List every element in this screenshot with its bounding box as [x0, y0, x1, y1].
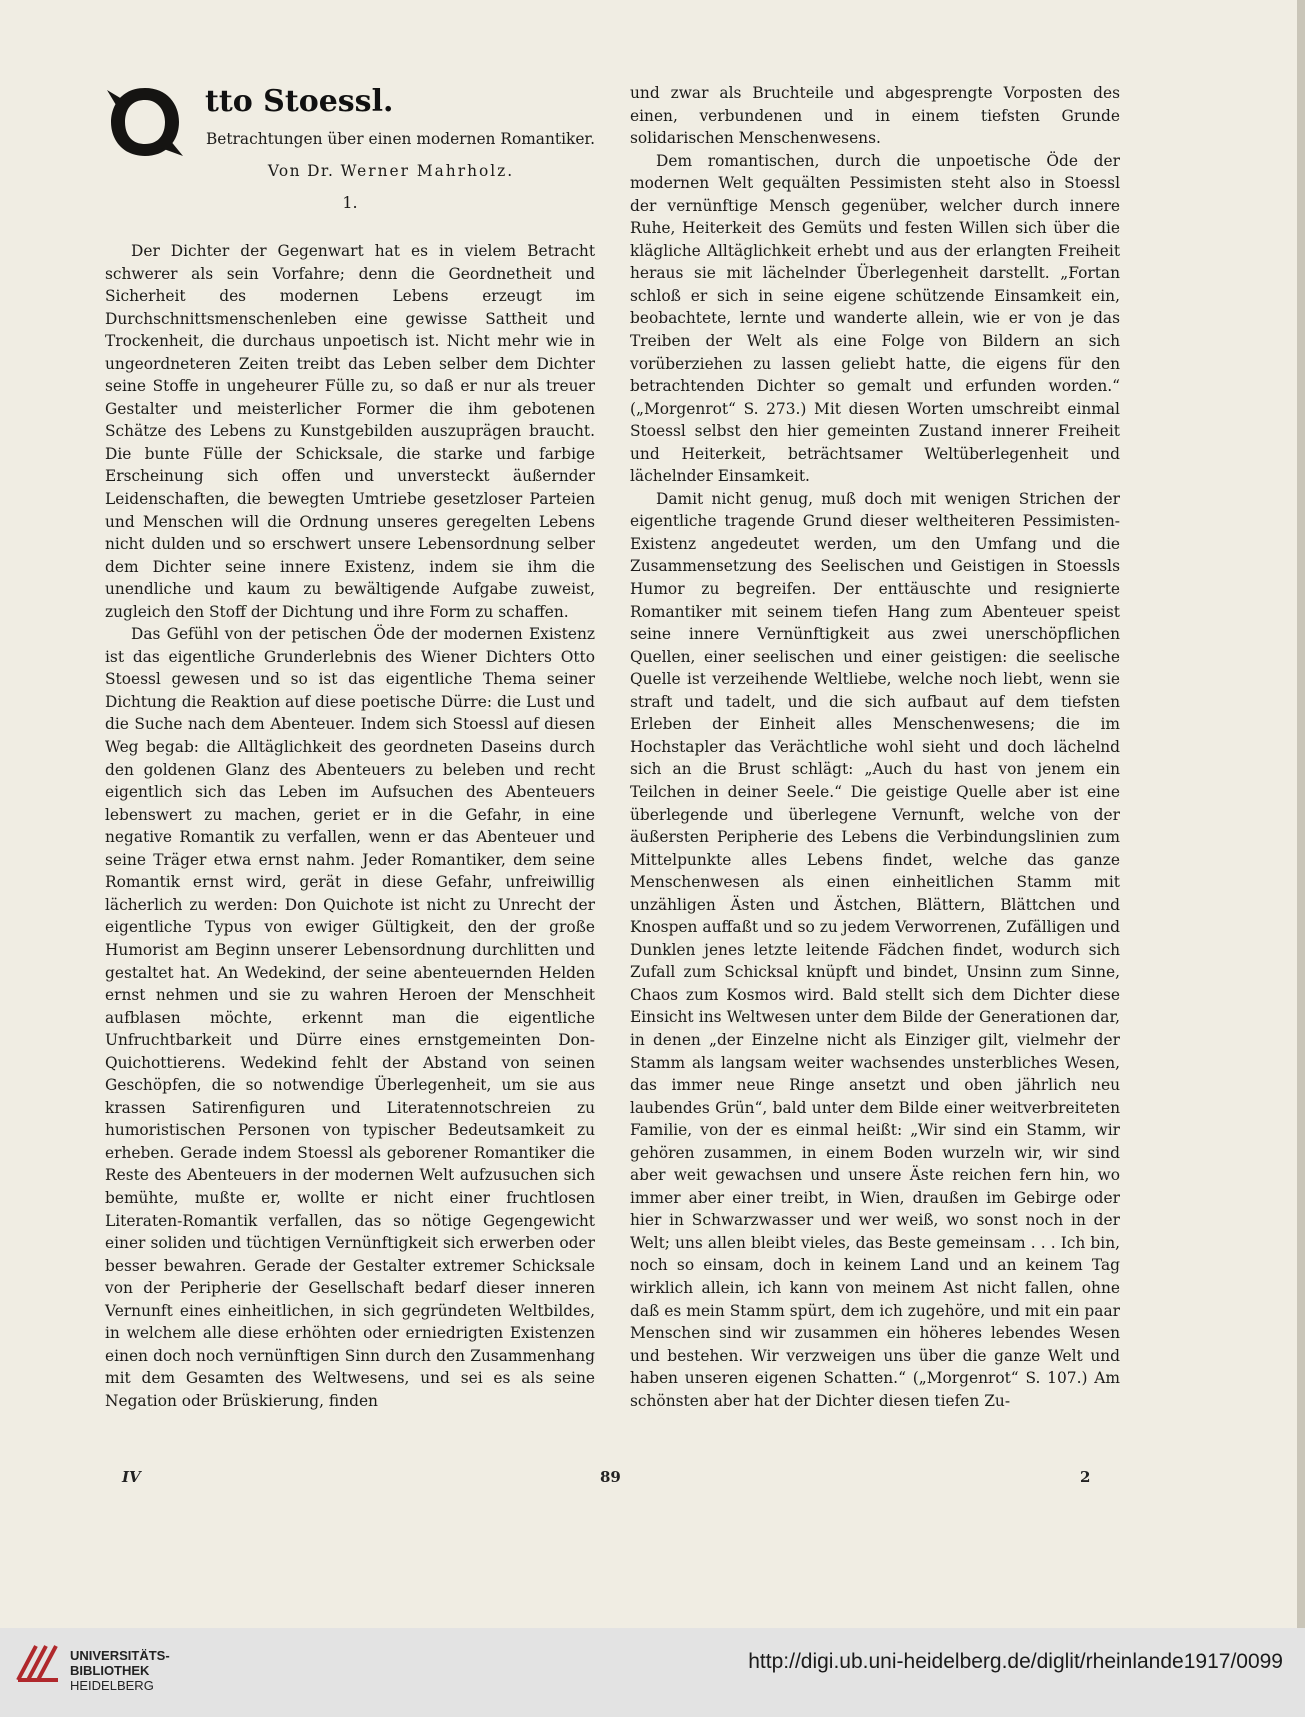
- page-number: 89: [600, 1468, 621, 1486]
- author-line: [187, 160, 595, 182]
- permalink-url[interactable]: http://digi.ub.uni-heidelberg.de/diglit/rheinlande1917/0099: [748, 1650, 1283, 1673]
- article-header: [105, 82, 595, 240]
- signature-number: 2: [1080, 1468, 1091, 1486]
- section-number: 1.: [342, 193, 358, 212]
- paragraph: Das Gefühl von der petischen Öde der modernen Existenz ist das eigentliche Grunderlebnis des Wiener Dichters Otto Stoessl gewesen und so ist das eigentliche Thema seiner Dichtung die Reaktion auf diese poetische Dürre: die Lust und die Suche nach dem Abenteuer. Indem sich Stoessl auf diesen Weg begab: die Alltäglichkeit des geordneten Daseins durch den goldenen Glanz des Abenteuers zu beleben und recht eigentlich sich das Leben im Aufsuchen des Abenteuers lebenswert zu machen, geriet er in die Gefahr, in eine negative Romantik zu verfallen, wenn er das Abenteuer und seine Träger etwa ernst nahm. Jeder Romantiker, dem seine Romantik ernst wird, gerät in diese Gefahr, unfreiwillig lächerlich zu werden: Don Quichote ist nicht zu Unrecht der eigentliche Typus von ewiger Gültigkeit, den der große Humorist am Beginn unserer Lebensordnung durchlitten und gestaltet hat. An Wedekind, der seine abenteuernden Helden ernst nehmen und sie zu wahren Heroen der Menschheit aufblasen möchte, erkennt man die eigentliche Unfruchtbarkeit und Dürre eines ernstgemeinten Don-Quichottierens. Wedekind fehlt der Abstand von seinen Geschöpfen, die so notwendige Überlegenheit, um sie aus krassen Satirenfiguren und Literatennotschreien zu humoristischen Personen von typischer Bedeutsamkeit zu erheben. Gerade indem Stoessl als geborener Romantiker die Reste des Abenteuers in der modernen Welt aufzusuchen sich bemühte, mußte er, wollte er nicht einer fruchtlosen Literaten-Romantik verfallen, das so nötige Gegengewicht einer soliden und tüchtigen Vernünftigkeit sich erwerben oder besser bewahren. Gerade der Gestalter extremer Schicksale von der Peripherie der Gesellschaft bedarf dieser inneren Vernunft eines einheitlichen, in sich gegründeten Weltbildes, in welchem alle diese erhöhten oder erniedrigten Existenzen einen doch noch vernünftigen Sinn durch den Zusammenhang mit dem Gesamten des Weltwesens, und sei es als seine Negation oder Brüskierung, finden: [105, 625, 595, 1410]
- library-logo-icon: [14, 1640, 62, 1688]
- library-name: UNIVERSITÄTS- BIBLIOTHEK HEIDELBERG: [70, 1648, 170, 1693]
- dropcap-o-icon: [105, 82, 185, 162]
- left-column: [105, 82, 595, 1412]
- article-subtitle: Betrachtungen über einen modernen Romantiker.: [205, 130, 595, 148]
- signature-mark: IV: [122, 1468, 141, 1486]
- author-name: Werner Mahrholz.: [340, 162, 515, 180]
- page-edge: [1297, 0, 1305, 1628]
- paragraph: Damit nicht genug, muß doch mit wenigen Strichen der eigentliche tragende Grund dieser weltheiteren Pessimisten-Existenz angedeutet werden, um den Umfang und die Zusammensetzung des Seelischen und Geistigen in Stoessls Humor zu begreifen. Der enttäuschte und resignierte Romantiker mit seinem tiefen Hang zum Abenteuer speist seine innere Vernünftigkeit aus zwei unerschöpflichen Quellen, einer seelischen und einer geistigen: die seelische Quelle ist verzeihende Weltliebe, welche noch liebt, wenn sie straft und tadelt, und die sich aufbaut auf dem tiefsten Erleben der Einheit alles Menschenwesens; die im Hochstapler das Verächtliche wohl sieht und doch lächelnd sich an die Brust schlägt: „Auch du hast von jenem ein Teilchen in deiner Seele.“ Die geistige Quelle aber ist eine überlegende und überlegene Vernunft, welche von der äußersten Peripherie des Lebens die Verbindungslinien zum Mittelpunkte alles Lebens findet, welche das ganze Menschenwesen als einen einheitlichen Stamm mit unzähligen Ästen und Ästchen, Blättern, Blättchen und Knospen auffaßt und so zu jedem Verworrenen, Zufälligen und Dunklen jenes letzte leitende Fädchen findet, wodurch sich Zufall zum Schicksal knüpft und bindet, Unsinn zum Sinne, Chaos zum Kosmos wird. Bald stellt sich dem Dichter diese Einsicht ins Weltwesen unter dem Bilde der Generationen dar, in denen „der Einzelne nicht als Einziger gilt, vielmehr der Stamm als langsam weiter wachsendes unsterbliches Wesen, das immer neue Ringe ansetzt und oben jährlich neu laubendes Grün“, bald unter dem Bilde einer weitverbreiteten Familie, von der es einmal heißt: „Wir sind ein Stamm, wir gehören zusammen, in einem Boden wurzeln wir, wir sind aber weit gewachsen und unsere Äste reichen fern hin, wo immer aber einer treibt, in Wien, draußen im Gebirge oder hier in Schwarzwasser und wer weiß, wo sonst noch in der Welt; uns allen bleibt vieles, das Beste gemeinsam . . . Ich bin, noch so einsam, doch in keinem Land und an keinem Tag wirklich allein, ich kann von meinem Ast nicht fallen, ohne daß es mein Stamm spürt, dem ich zugehöre, und mit ein paar Menschen sind wir zusammen ein höheres lebendes Wesen und bestehen. Wir verzweigen uns über die ganze Welt und haben unseren eigenen Schatten.“ („Morgenrot“ S. 107.) Am schönsten aber hat der Dichter diesen tiefen Zu-: [630, 489, 1120, 1410]
- paragraph: Der Dichter der Gegenwart hat es in vielem Betracht schwerer als sein Vorfahre; denn die Geordnetheit und Sicherheit des modernen Lebens erzeugt im Durchschnittsmenschenleben eine gewisse Sattheit und Trockenheit, die durchaus unpoetisch ist. Nicht mehr wie in ungeordneteren Zeiten treibt das Leben selber dem Dichter seine Stoffe in ungeheurer Fülle zu, so daß er nur als treuer Gestalter und meisterlicher Former die ihm gebotenen Schätze des Lebens zu Kunstgebilden auszuprägen braucht. Die bunte Fülle der Schicksale, die starke und farbige Erscheinung sich offen und unversteckt äußernder Leidenschaften, die bewegten Umtriebe gesetzloser Parteien und Menschen will die Ordnung unseres geregelten Lebens nicht dulden und so erschwert unsere Lebensordnung selber dem Dichter seine innere Existenz, indem sie ihm die unendliche und kaum zu bewältigende Aufgabe zuweist, zugleich den Stoff der Dichtung und ihre Form zu schaffen.: [105, 242, 595, 621]
- right-column: [630, 82, 1120, 1412]
- paragraph: und zwar als Bruchteile und abgesprengte Vorposten des einen, verbundenen und in einem tiefsten Grunde solidarischen Menschenwesens.: [630, 84, 1120, 148]
- paragraph: Dem romantischen, durch die unpoetische Öde der modernen Welt gequälten Pessimisten steht also in Stoessl der vernünftige Mensch gegenüber, welcher durch innere Ruhe, Heiterkeit des Gemüts und festen Willen sich über die klägliche Alltäglichkeit erhebt und aus der erlangten Freiheit heraus sie mit lächelnder Überlegenheit darstellt. „Fortan schloß er sich in seine eigene schützende Einsamkeit ein, beobachtete, lernte und wanderte allein, wie er von je das Treiben der Welt als eine Folge von Bildern an sich vorüberziehen zu lassen geliebt hatte, die eigens für den betrachtenden Dichter so gemalt und erfunden worden.“ („Morgenrot“ S. 273.) Mit diesen Worten umschreibt einmal Stoessl selbst den hier gemeinten Zustand innerer Freiheit und Heiterkeit, beträchtsamer Weltüberlegenheit und lächelnder Einsamkeit.: [630, 151, 1120, 486]
- article-title: tto Stoessl.: [205, 84, 394, 119]
- author-prefix: Von Dr.: [267, 162, 335, 180]
